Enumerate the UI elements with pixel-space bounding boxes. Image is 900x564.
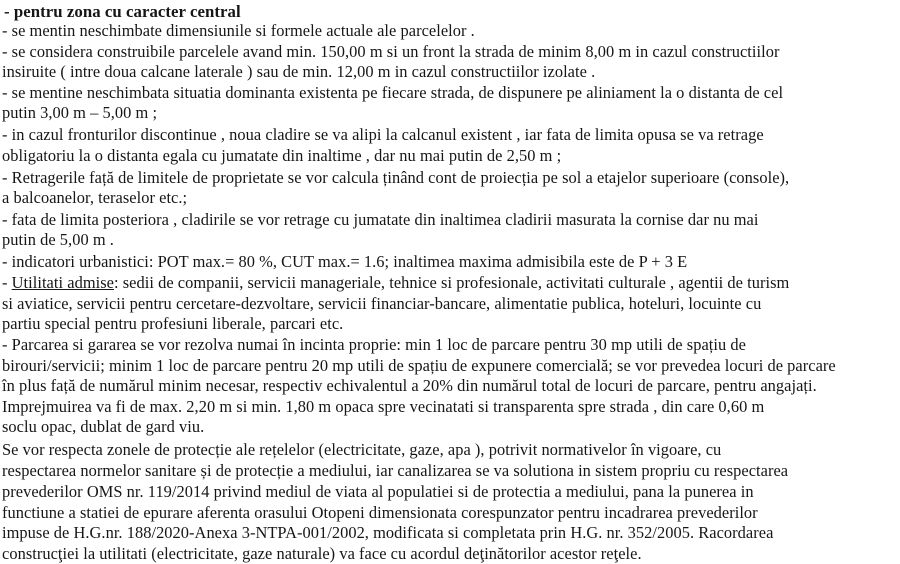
text-line: obligatoriu la o distanta egala cu jumatate din inaltime , dar nu mai putin de 2,50 m ;: [2, 146, 562, 165]
text-line: insiruite ( intre doua calcane laterale ) sau de min. 12,00 m in cazul constructiilor izolate .: [2, 62, 596, 81]
text-line: - indicatori urbanistici: POT max.= 80 %, CUT max.= 1.6; inaltimea maxima admisibila este de P + 3 E: [2, 252, 688, 271]
text-line: respectarea normelor sanitare și de protecție a mediului, iar canalizarea se va solutiona in sistem propriu cu respectarea: [2, 461, 789, 480]
text-line: si aviatice, servicii pentru cercetare-dezvoltare, servicii financiar-bancare, alimentatie publica, hoteluri, locuinte cu: [2, 294, 762, 313]
text-line: birouri/servicii; minim 1 loc de parcare pentru 20 mp utili de spațiu de expunere comercială; se vor prevedea locuri de parcare: [2, 356, 836, 375]
text-line: partiu special pentru profesiuni liberale, parcari etc.: [2, 314, 344, 333]
text-line: - Parcarea si gararea se vor rezolva numai în incinta proprie: min 1 loc de parcare pentru 30 mp utili de spațiu de: [2, 335, 746, 354]
text-line: - se considera construibile parcelele avand min. 150,00 m si un front la strada de minim 8,00 m in cazul constructiilor: [2, 42, 780, 61]
text-line: - in cazul fronturilor discontinue , noua cladire se va alipi la calcanul existent , iar fata de limita opusa se va retrage: [2, 125, 764, 144]
text-line: a balcoanelor, teraselor etc.;: [2, 188, 188, 207]
text-line: prevederilor OMS nr. 119/2014 privind mediul de viata al populatiei si de protectia a mediului, pana la punerea in: [2, 482, 754, 501]
text-line: în plus față de numărul minim necesar, respectiv echivalentul a 20% din numărul total de locuri de parcare, pentru angajați.: [2, 376, 817, 395]
text-line: putin de 5,00 m .: [2, 230, 114, 249]
text-line: construcţiei la utilitati (electricitate, gaze naturale) va face cu acordul deţinătorilor acestor reţele.: [2, 544, 642, 563]
text-line: - Utilitati admise: sedii de companii, servicii manageriale, tehnice si profesionale, activitati culturale , agentii de turism: [2, 273, 790, 292]
text-line: putin 3,00 m – 5,00 m ;: [2, 103, 158, 122]
utilitati-admise-label: Utilitati admise: [11, 273, 114, 292]
text-line: - se mentin neschimbate dimensiunile si formele actuale ale parcelelor .: [2, 21, 475, 40]
text-line: Se vor respecta zonele de protecție ale rețelelor (electricitate, gaze, apa ), potrivit normativelor în vigoare, cu: [2, 440, 722, 459]
text-line: functiune a statiei de epurare aferenta orasului Otopeni dimensionata corespunzator pentru incadrarea prevederilor: [2, 503, 758, 522]
text-line: impuse de H.G.nr. 188/2020-Anexa 3-NTPA-001/2002, modificata si completata prin H.G. nr. 352/2005. Racordarea: [2, 523, 774, 542]
text-line: - Retragerile față de limitele de proprietate se vor calcula ținând cont de proiecția pe sol a etajelor superioare (console),: [2, 168, 790, 187]
text-line: - se mentine neschimbata situatia dominanta existenta pe fiecare strada, de dispunere pe aliniament la o distanta de cel: [2, 83, 784, 102]
text-line: Imprejmuirea va fi de max. 2,20 m si min. 1,80 m opaca spre vecinatati si transparenta spre strada , din care 0,60 m: [2, 397, 765, 416]
text-line: - fata de limita posteriora , cladirile se vor retrage cu jumatate din inaltimea cladirii masurata la cornise dar nu mai: [2, 210, 759, 229]
section-heading: - pentru zona cu caracter central: [4, 2, 241, 21]
text-line: soclu opac, dublat de gard viu.: [2, 417, 205, 436]
